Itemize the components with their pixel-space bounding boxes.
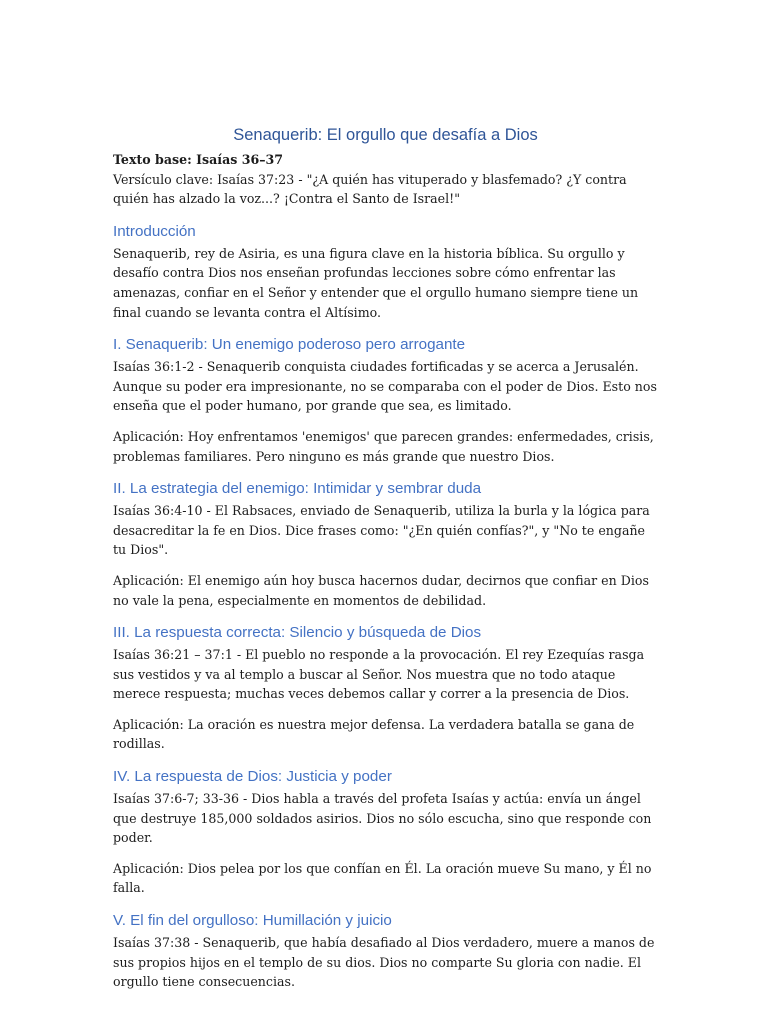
- section-2-heading: II. La estrategia del enemigo: Intimidar y sembrar duda: [113, 480, 482, 498]
- section-2-application: Aplicación: El enemigo aún hoy busca hacernos dudar, decirnos que confiar en Dios no vale la pena, especialmente en momentos de debilidad.: [113, 572, 649, 608]
- section-5-text: Isaías 37:38 - Senaquerib, que había desafiado al Dios verdadero, muere a manos de sus propios hijos en el templo de su dios. Dios no comparte Su gloria con nadie. El orgullo tiene consecuencias.: [113, 935, 655, 990]
- section-1-heading: I. Senaquerib: Un enemigo poderoso pero arrogante: [113, 336, 466, 354]
- section-3-application: Aplicación: La oración es nuestra mejor defensa. La verdadera batalla se gana de rodillas.: [113, 716, 635, 752]
- section-4-application: Aplicación: Dios pelea por los que confían en Él. La oración mueve Su mano, y Él no falla.: [113, 860, 652, 896]
- section-4-heading: IV. La respuesta de Dios: Justicia y poder: [113, 768, 392, 786]
- section-2-text: Isaías 36:4-10 - El Rabsaces, enviado de Senaquerib, utiliza la burla y la lógica para desacreditar la fe en Dios. Dice frases como: "¿En quién confías?", y "No te engañe tu Dios".: [113, 503, 650, 558]
- base-text: Texto base: Isaías 36–37: [113, 152, 284, 167]
- intro-heading: Introducción: [113, 222, 196, 240]
- key-verse: Versículo clave: Isaías 37:23 - "¿A quién has vituperado y blasfemado? ¿Y contra quién has alzado la voz...? ¡Contra el Santo de Israel!": [113, 171, 627, 207]
- document-page: [113, 124, 658, 992]
- section-1-application: Aplicación: Hoy enfrentamos 'enemigos' que parecen grandes: enfermedades, crisis, problemas familiares. Pero ninguno es más grande que nuestro Dios.: [113, 428, 654, 464]
- section-5-heading: V. El fin del orgulloso: Humillación y juicio: [113, 912, 392, 930]
- document-title: Senaquerib: El orgullo que desafía a Dios: [233, 126, 538, 144]
- section-1-text: Isaías 36:1-2 - Senaquerib conquista ciudades fortificadas y se acerca a Jerusalén. Aunque su poder era impresionante, no se comparaba con el poder de Dios. Esto nos enseña que el poder humano, por grande que sea, es limitado.: [113, 359, 657, 414]
- section-3-text: Isaías 36:21 – 37:1 - El pueblo no responde a la provocación. El rey Ezequías rasga sus vestidos y va al templo a buscar al Señor. Nos muestra que no todo ataque merece respuesta; muchas veces debemos callar y correr a la presencia de Dios.: [113, 647, 645, 702]
- section-4-text: Isaías 37:6-7; 33-36 - Dios habla a través del profeta Isaías y actúa: envía un ángel que destruye 185,000 soldados asirios. Dios no sólo escucha, sino que responde con poder.: [113, 791, 652, 846]
- intro-text: Senaquerib, rey de Asiria, es una figura clave en la historia bíblica. Su orgullo y desafío contra Dios nos enseñan profundas lecciones sobre cómo enfrentar las amenazas, confiar en el Señor y entender que el orgullo humano siempre tiene un final cuando se levanta contra el Altísimo.: [113, 245, 639, 320]
- section-3-heading: III. La respuesta correcta: Silencio y búsqueda de Dios: [113, 624, 482, 642]
